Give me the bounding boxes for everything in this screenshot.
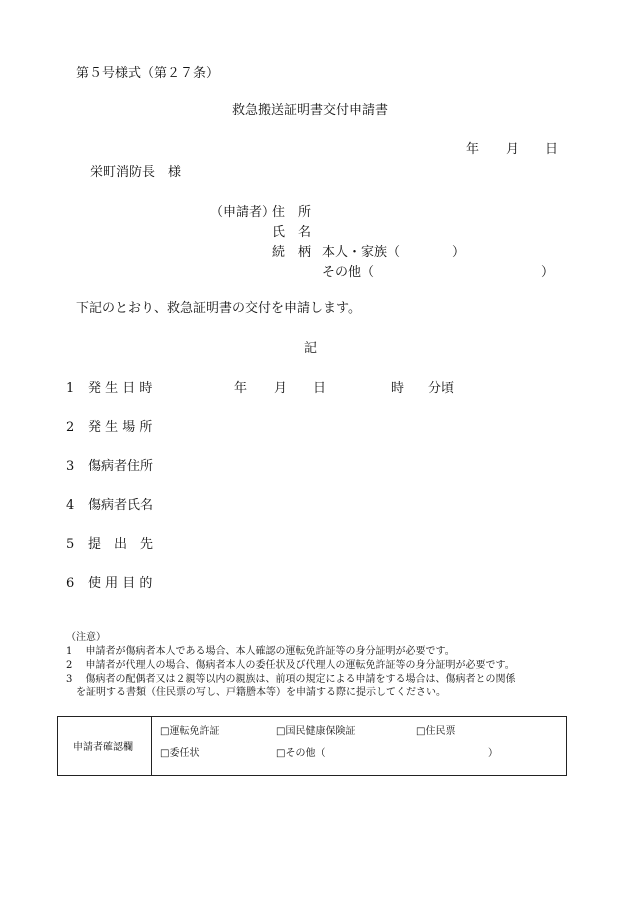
form-number: 第５号様式（第２７条） <box>76 66 220 81</box>
form-title: 救急搬送証明書交付申請書 <box>232 103 389 118</box>
relation-label: 続 柄 <box>272 245 312 260</box>
item-label-3: 傷病者住所 <box>88 459 154 474</box>
item-no-1: 1 <box>66 381 75 396</box>
datetime-hour: 時 <box>391 381 405 396</box>
item-label-5: 提 出 先 <box>88 537 154 552</box>
confirm-option-insurance[interactable]: □国民健康保険証 <box>276 726 356 737</box>
confirm-option-license[interactable]: □運転免許証 <box>160 726 220 737</box>
item-label-1: 発 生 日 時 <box>88 381 153 396</box>
notes-heading: （注意） <box>66 632 106 643</box>
item-no-4: 4 <box>66 498 75 513</box>
datetime-month: 月 <box>274 381 288 396</box>
confirm-option-proxy[interactable]: □委任状 <box>160 748 200 759</box>
item-label-6: 使 用 目 的 <box>88 576 153 591</box>
relation-other-close: ） <box>541 265 555 280</box>
item-label-4: 傷病者氏名 <box>88 498 154 513</box>
datetime-minute: 分頃 <box>428 381 455 396</box>
confirm-table <box>57 716 567 776</box>
item-label-2: 発 生 場 所 <box>88 420 153 435</box>
note-3-cont: を証明する書類（住民票の写し、戸籍謄本等）を申請する際に提示してください。 <box>66 687 446 698</box>
name-label: 氏 名 <box>272 225 312 240</box>
datetime-day: 日 <box>313 381 327 396</box>
ki-heading: 記 <box>304 341 318 356</box>
item-no-3: 3 <box>66 459 75 474</box>
note-1: 1 申請者が傷病者本人である場合、本人確認の運転免許証等の身分証明が必要です。 <box>66 646 455 657</box>
addressee: 栄町消防長 様 <box>90 165 182 180</box>
note-2: 2 申請者が代理人の場合、傷病者本人の委任状及び代理人の運転免許証等の身分証明が必要です。 <box>66 660 515 671</box>
date-year: 年 <box>466 142 480 157</box>
relation-self-option: 本人・家族（ <box>322 245 401 260</box>
date-day: 日 <box>545 142 559 157</box>
intro-text: 下記のとおり、救急証明書の交付を申請します。 <box>76 301 361 316</box>
confirm-divider <box>151 717 152 775</box>
item-no-5: 5 <box>66 537 75 552</box>
applicant-label: （申請者） <box>210 205 276 220</box>
confirm-option-other[interactable]: □その他（ <box>276 748 326 759</box>
relation-other-option: その他（ <box>322 265 375 280</box>
date-month: 月 <box>506 142 520 157</box>
relation-self-close: ） <box>452 245 466 260</box>
address-label: 住 所 <box>272 205 312 220</box>
item-no-2: 2 <box>66 420 75 435</box>
item-no-6: 6 <box>66 576 75 591</box>
confirm-option-residence[interactable]: □住民票 <box>416 726 456 737</box>
confirm-other-close: ） <box>488 748 498 759</box>
datetime-year: 年 <box>234 381 248 396</box>
confirm-label: 申請者確認欄 <box>73 742 133 753</box>
note-3: 3 傷病者の配偶者又は２親等以内の親族は、前項の規定による申請をする場合は、傷病者との関係 <box>66 674 516 685</box>
